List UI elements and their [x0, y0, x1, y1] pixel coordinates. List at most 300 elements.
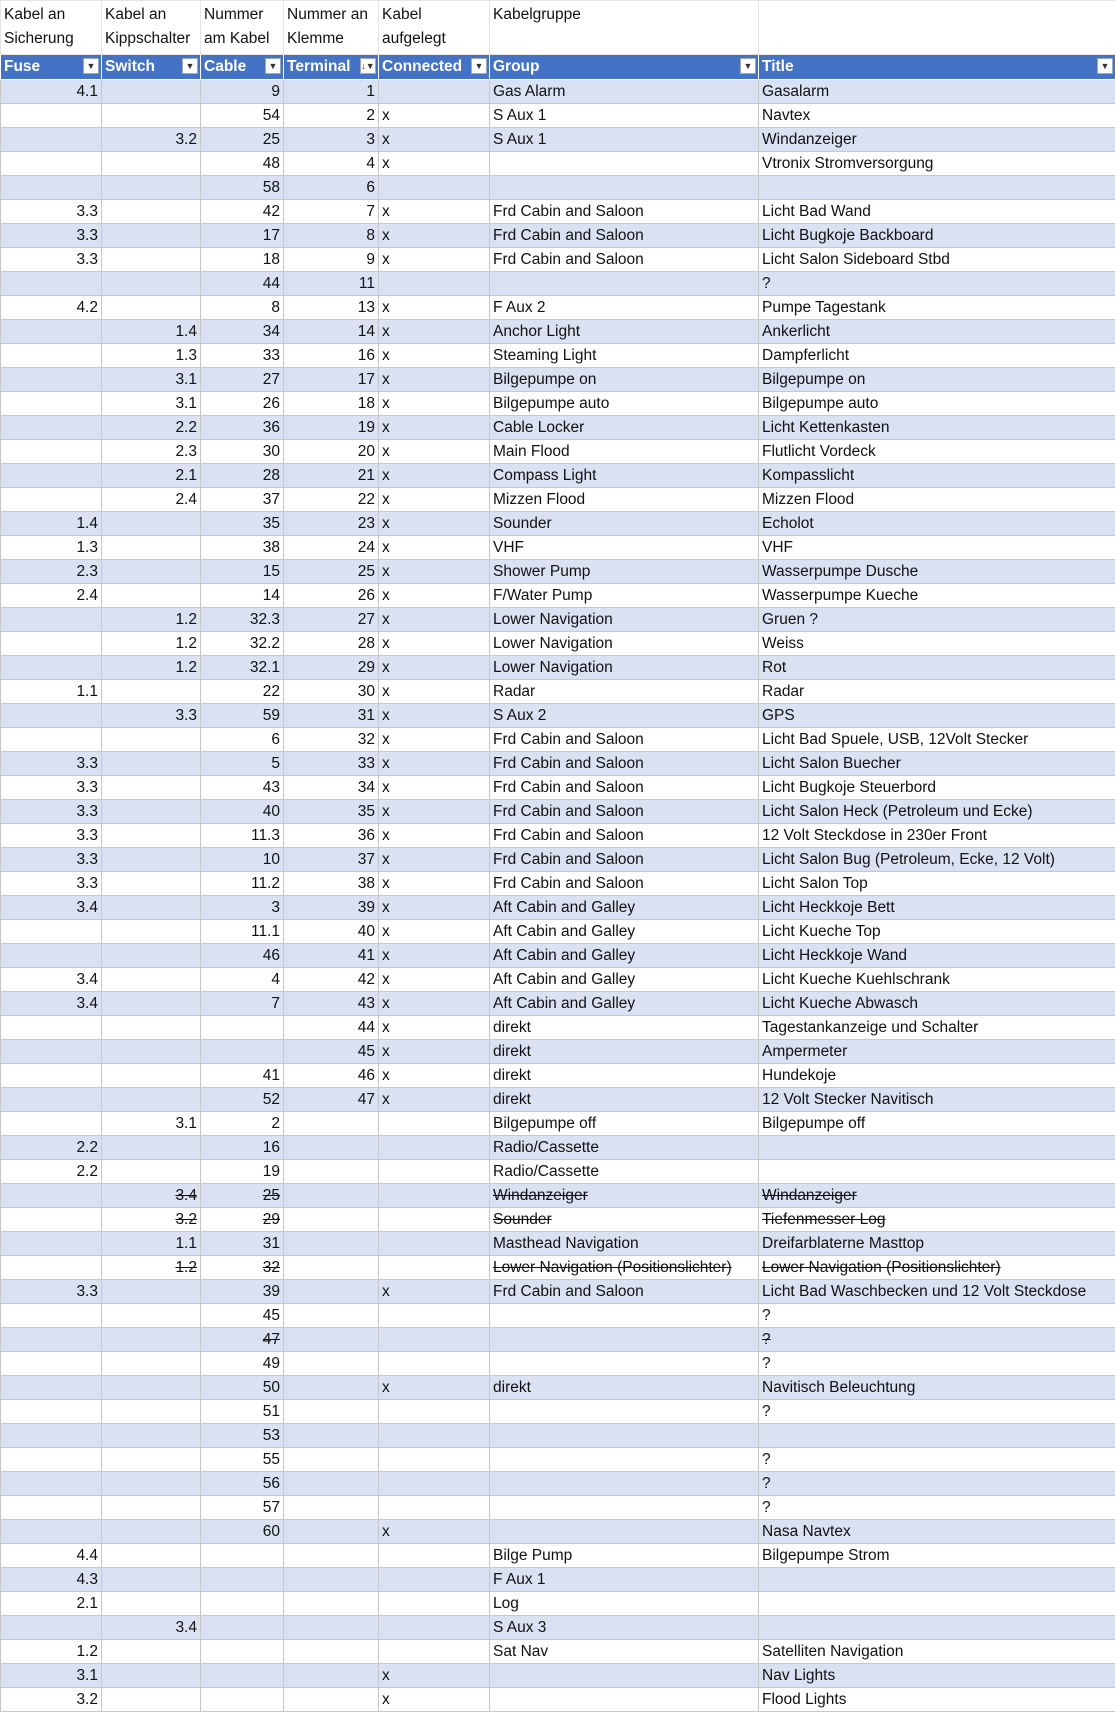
cell-fuse[interactable]: 3.4 — [1, 991, 102, 1015]
cell-title[interactable]: Windanzeiger — [759, 127, 1115, 151]
cell-fuse[interactable] — [1, 271, 102, 295]
cell-fuse[interactable]: 3.3 — [1, 823, 102, 847]
cell-title[interactable]: Nasa Navtex — [759, 1519, 1115, 1543]
cell-switch[interactable] — [102, 1159, 201, 1183]
cell-group[interactable]: Bilge Pump — [490, 1543, 759, 1567]
cell-cable[interactable]: 7 — [201, 991, 284, 1015]
cell-switch[interactable] — [102, 871, 201, 895]
cell-title[interactable]: Vtronix Stromversorgung — [759, 151, 1115, 175]
cell-connected[interactable] — [379, 79, 490, 103]
cell-connected[interactable]: x — [379, 1375, 490, 1399]
cell-title[interactable]: Licht Kueche Top — [759, 919, 1115, 943]
cell-group[interactable]: F Aux 2 — [490, 295, 759, 319]
cell-fuse[interactable] — [1, 1447, 102, 1471]
cell-fuse[interactable] — [1, 1015, 102, 1039]
cell-group[interactable]: Aft Cabin and Galley — [490, 967, 759, 991]
cell-connected[interactable]: x — [379, 751, 490, 775]
cell-cable[interactable]: 60 — [201, 1519, 284, 1543]
cell-group[interactable] — [490, 1351, 759, 1375]
cell-title[interactable]: Licht Salon Sideboard Stbd — [759, 247, 1115, 271]
cell-connected[interactable]: x — [379, 559, 490, 583]
cell-connected[interactable]: x — [379, 919, 490, 943]
cell-connected[interactable] — [379, 1543, 490, 1567]
cell-group[interactable]: Main Flood — [490, 439, 759, 463]
cell-group[interactable] — [490, 1471, 759, 1495]
cell-fuse[interactable]: 3.3 — [1, 1279, 102, 1303]
cell-fuse[interactable] — [1, 1303, 102, 1327]
cell-fuse[interactable]: 1.3 — [1, 535, 102, 559]
cell-switch[interactable] — [102, 895, 201, 919]
cell-switch[interactable] — [102, 1279, 201, 1303]
cell-title[interactable]: Licht Bad Waschbecken und 12 Volt Steckdose — [759, 1279, 1115, 1303]
cell-cable[interactable]: 52 — [201, 1087, 284, 1111]
cell-terminal[interactable]: 24 — [284, 535, 379, 559]
cell-title[interactable]: ? — [759, 1495, 1115, 1519]
cell-terminal[interactable]: 44 — [284, 1015, 379, 1039]
cell-title[interactable]: Bilgepumpe auto — [759, 391, 1115, 415]
cell-switch[interactable] — [102, 511, 201, 535]
cell-group[interactable]: Radio/Cassette — [490, 1159, 759, 1183]
cell-cable[interactable] — [201, 1687, 284, 1711]
cell-switch[interactable] — [102, 1063, 201, 1087]
cell-connected[interactable] — [379, 1207, 490, 1231]
cell-cable[interactable]: 42 — [201, 199, 284, 223]
cell-terminal[interactable] — [284, 1231, 379, 1255]
cell-cable[interactable]: 31 — [201, 1231, 284, 1255]
cell-group[interactable]: Bilgepumpe auto — [490, 391, 759, 415]
cell-switch[interactable] — [102, 967, 201, 991]
cell-group[interactable]: Lower Navigation (Positionslichter) — [490, 1255, 759, 1279]
column-header-group[interactable] — [490, 54, 759, 79]
cell-group[interactable]: Frd Cabin and Saloon — [490, 751, 759, 775]
cell-group[interactable]: direkt — [490, 1063, 759, 1087]
cell-terminal[interactable]: 3 — [284, 127, 379, 151]
cell-title[interactable] — [759, 1423, 1115, 1447]
cell-switch[interactable]: 1.2 — [102, 631, 201, 655]
cell-terminal[interactable] — [284, 1567, 379, 1591]
cell-title[interactable]: Licht Salon Bug (Petroleum, Ecke, 12 Volt) — [759, 847, 1115, 871]
cell-group[interactable]: Compass Light — [490, 463, 759, 487]
cell-connected[interactable]: x — [379, 367, 490, 391]
cell-cable[interactable]: 17 — [201, 223, 284, 247]
cell-cable[interactable]: 27 — [201, 367, 284, 391]
cell-fuse[interactable]: 2.2 — [1, 1135, 102, 1159]
cell-cable[interactable]: 54 — [201, 103, 284, 127]
cell-terminal[interactable] — [284, 1183, 379, 1207]
cell-title[interactable]: Ampermeter — [759, 1039, 1115, 1063]
cell-terminal[interactable]: 19 — [284, 415, 379, 439]
cell-group[interactable]: VHF — [490, 535, 759, 559]
cell-terminal[interactable]: 14 — [284, 319, 379, 343]
cell-switch[interactable] — [102, 535, 201, 559]
cell-title[interactable]: Licht Salon Buecher — [759, 751, 1115, 775]
cell-connected[interactable]: x — [379, 679, 490, 703]
cell-title[interactable]: Pumpe Tagestank — [759, 295, 1115, 319]
cell-cable[interactable]: 35 — [201, 511, 284, 535]
cell-title[interactable]: Navitisch Beleuchtung — [759, 1375, 1115, 1399]
cell-fuse[interactable] — [1, 487, 102, 511]
cell-fuse[interactable] — [1, 1399, 102, 1423]
cell-switch[interactable] — [102, 1543, 201, 1567]
cell-group[interactable]: Sat Nav — [490, 1639, 759, 1663]
cell-switch[interactable] — [102, 847, 201, 871]
cell-cable[interactable]: 47 — [201, 1327, 284, 1351]
cell-title[interactable]: ? — [759, 1471, 1115, 1495]
cell-cable[interactable]: 2 — [201, 1111, 284, 1135]
cell-terminal[interactable]: 7 — [284, 199, 379, 223]
cell-group[interactable] — [490, 151, 759, 175]
cell-fuse[interactable] — [1, 1183, 102, 1207]
cell-title[interactable]: ? — [759, 1447, 1115, 1471]
cell-title[interactable]: Mizzen Flood — [759, 487, 1115, 511]
cell-cable[interactable] — [201, 1663, 284, 1687]
cell-switch[interactable] — [102, 1567, 201, 1591]
cell-title[interactable]: VHF — [759, 535, 1115, 559]
cell-group[interactable]: Frd Cabin and Saloon — [490, 775, 759, 799]
cell-switch[interactable] — [102, 823, 201, 847]
cell-terminal[interactable] — [284, 1543, 379, 1567]
cell-cable[interactable]: 32.1 — [201, 655, 284, 679]
cell-title[interactable] — [759, 175, 1115, 199]
cell-terminal[interactable] — [284, 1423, 379, 1447]
cell-fuse[interactable]: 4.4 — [1, 1543, 102, 1567]
cell-cable[interactable]: 11.3 — [201, 823, 284, 847]
cell-group[interactable]: Anchor Light — [490, 319, 759, 343]
cell-connected[interactable]: x — [379, 823, 490, 847]
cell-group[interactable]: S Aux 2 — [490, 703, 759, 727]
cell-connected[interactable]: x — [379, 991, 490, 1015]
cell-switch[interactable]: 3.3 — [102, 703, 201, 727]
cell-terminal[interactable]: 41 — [284, 943, 379, 967]
cell-group[interactable]: F/Water Pump — [490, 583, 759, 607]
cell-fuse[interactable] — [1, 1327, 102, 1351]
cell-fuse[interactable] — [1, 1423, 102, 1447]
cell-title[interactable]: Rot — [759, 655, 1115, 679]
cell-cable[interactable] — [201, 1639, 284, 1663]
cell-terminal[interactable] — [284, 1471, 379, 1495]
cell-cable[interactable]: 10 — [201, 847, 284, 871]
cell-cable[interactable]: 22 — [201, 679, 284, 703]
cell-switch[interactable] — [102, 1495, 201, 1519]
cell-switch[interactable]: 2.2 — [102, 415, 201, 439]
cell-connected[interactable] — [379, 1351, 490, 1375]
cell-group[interactable]: Bilgepumpe on — [490, 367, 759, 391]
cell-terminal[interactable]: 25 — [284, 559, 379, 583]
cell-fuse[interactable] — [1, 727, 102, 751]
cell-terminal[interactable]: 21 — [284, 463, 379, 487]
cell-group[interactable]: direkt — [490, 1039, 759, 1063]
cell-title[interactable]: 12 Volt Steckdose in 230er Front — [759, 823, 1115, 847]
cell-cable[interactable]: 32.2 — [201, 631, 284, 655]
cell-cable[interactable]: 15 — [201, 559, 284, 583]
cell-group[interactable]: Frd Cabin and Saloon — [490, 847, 759, 871]
cell-cable[interactable]: 18 — [201, 247, 284, 271]
cell-switch[interactable]: 3.1 — [102, 391, 201, 415]
cell-group[interactable]: Lower Navigation — [490, 631, 759, 655]
cell-cable[interactable]: 45 — [201, 1303, 284, 1327]
cell-terminal[interactable] — [284, 1495, 379, 1519]
cell-title[interactable]: Dreifarblaterne Masttop — [759, 1231, 1115, 1255]
cell-group[interactable] — [490, 1303, 759, 1327]
cell-terminal[interactable] — [284, 1159, 379, 1183]
cell-cable[interactable]: 11.2 — [201, 871, 284, 895]
cell-cable[interactable]: 25 — [201, 127, 284, 151]
cell-group[interactable]: Masthead Navigation — [490, 1231, 759, 1255]
cell-title[interactable]: Tiefenmesser Log — [759, 1207, 1115, 1231]
cell-terminal[interactable] — [284, 1687, 379, 1711]
cell-fuse[interactable]: 4.3 — [1, 1567, 102, 1591]
cell-fuse[interactable]: 2.3 — [1, 559, 102, 583]
cell-connected[interactable] — [379, 1231, 490, 1255]
cell-fuse[interactable]: 3.1 — [1, 1663, 102, 1687]
cell-title[interactable] — [759, 1159, 1115, 1183]
cell-cable[interactable]: 6 — [201, 727, 284, 751]
cell-title[interactable]: Licht Kueche Abwasch — [759, 991, 1115, 1015]
cell-switch[interactable]: 1.4 — [102, 319, 201, 343]
cell-title[interactable]: Licht Bugkoje Steuerbord — [759, 775, 1115, 799]
cell-group[interactable]: Bilgepumpe off — [490, 1111, 759, 1135]
cell-group[interactable]: Frd Cabin and Saloon — [490, 799, 759, 823]
cell-switch[interactable]: 3.2 — [102, 127, 201, 151]
cell-cable[interactable]: 38 — [201, 535, 284, 559]
cell-switch[interactable] — [102, 1303, 201, 1327]
cell-group[interactable]: Aft Cabin and Galley — [490, 919, 759, 943]
cell-connected[interactable] — [379, 1591, 490, 1615]
cell-cable[interactable]: 11.1 — [201, 919, 284, 943]
cell-connected[interactable]: x — [379, 295, 490, 319]
cell-fuse[interactable]: 3.3 — [1, 871, 102, 895]
cell-terminal[interactable] — [284, 1135, 379, 1159]
cell-fuse[interactable] — [1, 1351, 102, 1375]
cell-connected[interactable] — [379, 1183, 490, 1207]
cell-cable[interactable]: 40 — [201, 799, 284, 823]
cell-terminal[interactable] — [284, 1519, 379, 1543]
cell-terminal[interactable]: 8 — [284, 223, 379, 247]
cell-cable[interactable]: 53 — [201, 1423, 284, 1447]
cell-group[interactable]: Gas Alarm — [490, 79, 759, 103]
cell-title[interactable]: Ankerlicht — [759, 319, 1115, 343]
cell-connected[interactable]: x — [379, 583, 490, 607]
cell-terminal[interactable]: 29 — [284, 655, 379, 679]
cell-title[interactable] — [759, 1135, 1115, 1159]
cell-fuse[interactable]: 2.1 — [1, 1591, 102, 1615]
cell-fuse[interactable] — [1, 1231, 102, 1255]
cell-title[interactable]: Tagestankanzeige und Schalter — [759, 1015, 1115, 1039]
cell-cable[interactable]: 28 — [201, 463, 284, 487]
cell-cable[interactable]: 43 — [201, 775, 284, 799]
cell-title[interactable]: Satelliten Navigation — [759, 1639, 1115, 1663]
cell-switch[interactable]: 2.4 — [102, 487, 201, 511]
cell-title[interactable]: Bilgepumpe Strom — [759, 1543, 1115, 1567]
cell-fuse[interactable] — [1, 415, 102, 439]
cell-terminal[interactable] — [284, 1111, 379, 1135]
cell-terminal[interactable]: 22 — [284, 487, 379, 511]
cell-switch[interactable] — [102, 727, 201, 751]
cell-title[interactable]: Gasalarm — [759, 79, 1115, 103]
cell-switch[interactable] — [102, 1351, 201, 1375]
cell-fuse[interactable] — [1, 1111, 102, 1135]
cell-cable[interactable]: 16 — [201, 1135, 284, 1159]
cell-group[interactable]: S Aux 1 — [490, 127, 759, 151]
cell-title[interactable]: Wasserpumpe Dusche — [759, 559, 1115, 583]
cell-cable[interactable]: 55 — [201, 1447, 284, 1471]
cell-switch[interactable] — [102, 271, 201, 295]
cell-terminal[interactable] — [284, 1399, 379, 1423]
cell-cable[interactable] — [201, 1015, 284, 1039]
cell-fuse[interactable]: 1.4 — [1, 511, 102, 535]
cell-title[interactable]: Bilgepumpe on — [759, 367, 1115, 391]
cell-fuse[interactable]: 4.2 — [1, 295, 102, 319]
filter-dropdown-icon[interactable]: ▼ — [740, 58, 756, 74]
cell-cable[interactable] — [201, 1039, 284, 1063]
cell-fuse[interactable]: 3.3 — [1, 847, 102, 871]
cell-switch[interactable] — [102, 751, 201, 775]
filter-dropdown-icon[interactable]: ▼ — [182, 58, 198, 74]
cell-switch[interactable] — [102, 1423, 201, 1447]
cell-connected[interactable]: x — [379, 895, 490, 919]
cell-group[interactable]: Radar — [490, 679, 759, 703]
cell-terminal[interactable] — [284, 1351, 379, 1375]
cell-terminal[interactable] — [284, 1615, 379, 1639]
cell-fuse[interactable] — [1, 1519, 102, 1543]
cell-fuse[interactable] — [1, 151, 102, 175]
cell-connected[interactable] — [379, 1159, 490, 1183]
cell-switch[interactable]: 3.4 — [102, 1615, 201, 1639]
cell-fuse[interactable]: 3.3 — [1, 799, 102, 823]
cell-connected[interactable] — [379, 1303, 490, 1327]
cell-title[interactable]: Wasserpumpe Kueche — [759, 583, 1115, 607]
cell-title[interactable] — [759, 1615, 1115, 1639]
cell-connected[interactable]: x — [379, 967, 490, 991]
cell-switch[interactable] — [102, 295, 201, 319]
cell-group[interactable]: Steaming Light — [490, 343, 759, 367]
cell-terminal[interactable]: 40 — [284, 919, 379, 943]
cell-connected[interactable]: x — [379, 871, 490, 895]
cell-title[interactable]: Flood Lights — [759, 1687, 1115, 1711]
cell-terminal[interactable] — [284, 1591, 379, 1615]
column-header-fuse[interactable] — [1, 54, 102, 79]
cell-terminal[interactable]: 16 — [284, 343, 379, 367]
cell-fuse[interactable] — [1, 655, 102, 679]
cell-terminal[interactable]: 18 — [284, 391, 379, 415]
cell-connected[interactable]: x — [379, 775, 490, 799]
cell-title[interactable]: ? — [759, 271, 1115, 295]
cell-switch[interactable] — [102, 103, 201, 127]
cell-title[interactable]: Licht Heckkoje Bett — [759, 895, 1115, 919]
cell-terminal[interactable]: 31 — [284, 703, 379, 727]
cell-title[interactable]: Licht Salon Heck (Petroleum und Ecke) — [759, 799, 1115, 823]
cell-title[interactable]: Lower Navigation (Positionslichter) — [759, 1255, 1115, 1279]
cell-switch[interactable]: 3.1 — [102, 1111, 201, 1135]
cell-connected[interactable] — [379, 175, 490, 199]
cell-connected[interactable]: x — [379, 727, 490, 751]
cell-terminal[interactable] — [284, 1255, 379, 1279]
cell-connected[interactable]: x — [379, 223, 490, 247]
cell-cable[interactable]: 49 — [201, 1351, 284, 1375]
cell-fuse[interactable] — [1, 943, 102, 967]
cell-switch[interactable] — [102, 1639, 201, 1663]
cell-group[interactable]: direkt — [490, 1375, 759, 1399]
cell-group[interactable]: Aft Cabin and Galley — [490, 895, 759, 919]
cell-connected[interactable] — [379, 1399, 490, 1423]
cell-group[interactable]: Frd Cabin and Saloon — [490, 823, 759, 847]
cell-switch[interactable] — [102, 175, 201, 199]
cell-title[interactable]: Hundekoje — [759, 1063, 1115, 1087]
cell-fuse[interactable] — [1, 607, 102, 631]
cell-fuse[interactable] — [1, 1495, 102, 1519]
cell-switch[interactable] — [102, 559, 201, 583]
cell-group[interactable]: Lower Navigation — [490, 655, 759, 679]
cell-switch[interactable] — [102, 199, 201, 223]
filter-dropdown-icon[interactable]: ▼ — [471, 58, 487, 74]
cell-fuse[interactable]: 1.1 — [1, 679, 102, 703]
cell-fuse[interactable] — [1, 391, 102, 415]
cell-cable[interactable]: 32.3 — [201, 607, 284, 631]
cell-switch[interactable] — [102, 1399, 201, 1423]
cell-fuse[interactable] — [1, 367, 102, 391]
cell-connected[interactable]: x — [379, 511, 490, 535]
cell-switch[interactable]: 1.2 — [102, 655, 201, 679]
cell-fuse[interactable] — [1, 439, 102, 463]
cell-fuse[interactable]: 3.4 — [1, 967, 102, 991]
cell-fuse[interactable]: 3.3 — [1, 223, 102, 247]
cell-cable[interactable]: 44 — [201, 271, 284, 295]
cell-cable[interactable]: 36 — [201, 415, 284, 439]
cell-terminal[interactable]: 43 — [284, 991, 379, 1015]
cell-title[interactable]: Flutlicht Vordeck — [759, 439, 1115, 463]
cell-group[interactable]: direkt — [490, 1015, 759, 1039]
cell-cable[interactable]: 29 — [201, 1207, 284, 1231]
cell-connected[interactable]: x — [379, 535, 490, 559]
cell-terminal[interactable]: 46 — [284, 1063, 379, 1087]
cell-cable[interactable]: 59 — [201, 703, 284, 727]
cell-connected[interactable] — [379, 1423, 490, 1447]
cell-fuse[interactable]: 3.3 — [1, 751, 102, 775]
cell-connected[interactable]: x — [379, 1519, 490, 1543]
cell-connected[interactable] — [379, 1471, 490, 1495]
cell-connected[interactable]: x — [379, 1063, 490, 1087]
cell-switch[interactable]: 3.4 — [102, 1183, 201, 1207]
cell-terminal[interactable]: 20 — [284, 439, 379, 463]
cell-switch[interactable] — [102, 1687, 201, 1711]
cell-connected[interactable]: x — [379, 655, 490, 679]
cell-group[interactable] — [490, 1327, 759, 1351]
cell-switch[interactable] — [102, 223, 201, 247]
cell-connected[interactable]: x — [379, 1015, 490, 1039]
cell-connected[interactable]: x — [379, 463, 490, 487]
cell-terminal[interactable] — [284, 1447, 379, 1471]
cell-group[interactable] — [490, 1663, 759, 1687]
cell-cable[interactable]: 51 — [201, 1399, 284, 1423]
cell-switch[interactable] — [102, 943, 201, 967]
cell-fuse[interactable] — [1, 103, 102, 127]
cell-title[interactable]: Licht Bad Spuele, USB, 12Volt Stecker — [759, 727, 1115, 751]
cell-connected[interactable]: x — [379, 847, 490, 871]
cell-connected[interactable] — [379, 271, 490, 295]
cell-cable[interactable]: 32 — [201, 1255, 284, 1279]
cell-terminal[interactable]: 28 — [284, 631, 379, 655]
cell-cable[interactable]: 5 — [201, 751, 284, 775]
cell-terminal[interactable]: 39 — [284, 895, 379, 919]
cell-switch[interactable]: 1.1 — [102, 1231, 201, 1255]
cell-fuse[interactable] — [1, 319, 102, 343]
cell-group[interactable]: Log — [490, 1591, 759, 1615]
cell-group[interactable]: Sounder — [490, 511, 759, 535]
cell-title[interactable]: Licht Kueche Kuehlschrank — [759, 967, 1115, 991]
cell-switch[interactable] — [102, 1519, 201, 1543]
cell-title[interactable]: Nav Lights — [759, 1663, 1115, 1687]
cell-group[interactable]: S Aux 3 — [490, 1615, 759, 1639]
